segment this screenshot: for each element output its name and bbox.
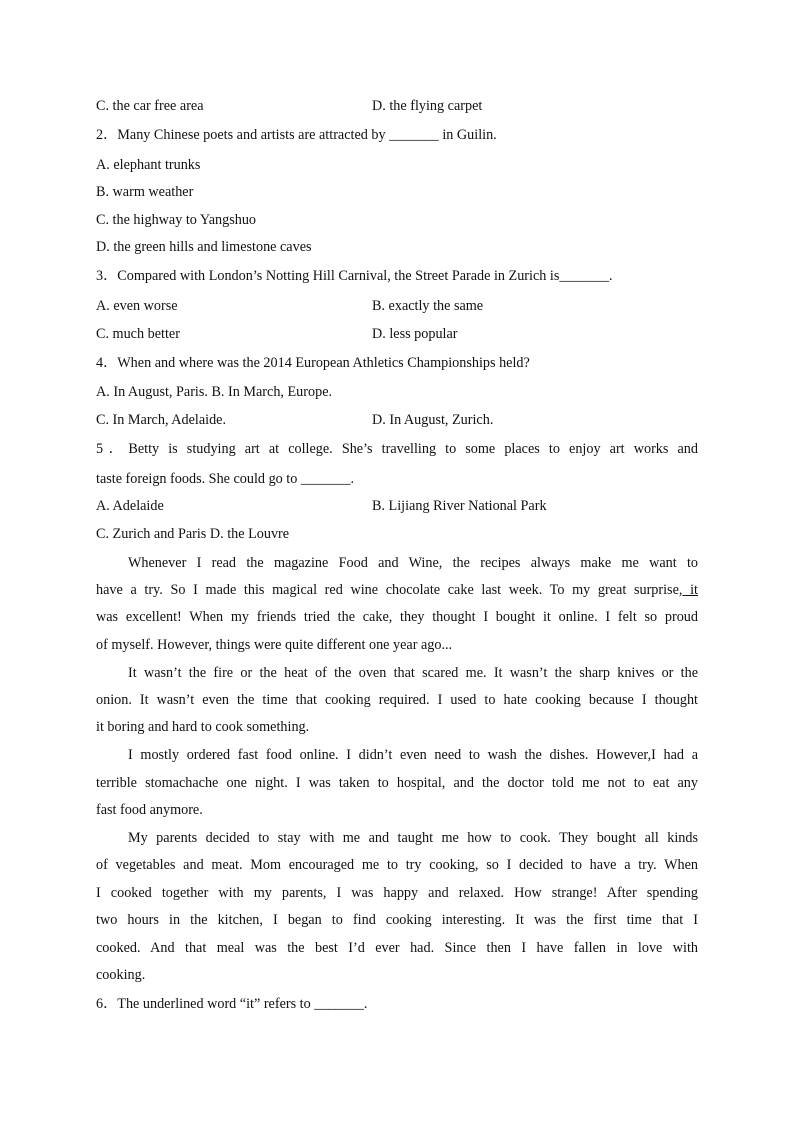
passage-p1-line-4: of myself. However, things were quite different one year ago... [96, 637, 453, 653]
underlined-word-it: it [682, 582, 698, 598]
passage-p3-line-1: I mostly ordered fast food online. I didn’t even need to wash the dishes. However,I had a [128, 747, 698, 763]
passage-p2-line-1: It wasn’t the fire or the heat of the oven that scared me. It wasn’t the sharp knives or the [128, 665, 698, 681]
q5-option-b: B. Lijiang River National Park [372, 498, 547, 514]
passage-p4-line-3: I cooked together with my parents, I was happy and relaxed. How strange! After spending [96, 885, 698, 901]
q3-option-c: C. much better [96, 326, 180, 342]
q3-option-d: D. less popular [372, 326, 458, 342]
q5-stem-line-1: 5．Betty is studying art at college. She’s travelling to some places to enjoy art works and [96, 441, 698, 457]
passage-p1-line-1: Whenever I read the magazine Food and Wine, the recipes always make me want to [128, 555, 698, 571]
passage-p1-line-3: was excellent! When my friends tried the cake, they thought I bought it online. I felt so proud [96, 609, 698, 625]
q5-option-a: A. Adelaide [96, 498, 164, 514]
q6-stem: 6．The underlined word “it” refers to _______. [96, 996, 368, 1012]
passage-p4-line-4: two hours in the kitchen, I began to find cooking interesting. It was the first time that I [96, 912, 698, 928]
passage-p4-line-2: of vegetables and meat. Mom encouraged me to try cooking, so I decided to have a try. When [96, 857, 698, 873]
passage-p4-line-6: cooking. [96, 967, 146, 983]
passage-p2-line-2: onion. It wasn’t even the time that cooking required. I used to hate cooking because I thought [96, 692, 698, 708]
q4-stem: 4．When and where was the 2014 European Athletics Championships held? [96, 355, 530, 371]
q2-option-c: C. the highway to Yangshuo [96, 212, 257, 228]
q2-stem: 2．Many Chinese poets and artists are attracted by _______ in Guilin. [96, 127, 497, 143]
q2-option-d: D. the green hills and limestone caves [96, 239, 312, 255]
q5-stem-line-2: taste foreign foods. She could go to _______. [96, 471, 355, 487]
passage-p2-line-3: it boring and hard to cook something. [96, 719, 310, 735]
q4-option-ab: A. In August, Paris. B. In March, Europe. [96, 384, 333, 400]
passage-p3-line-3: fast food anymore. [96, 802, 203, 818]
passage-p4-line-1: My parents decided to stay with me and taught me how to cook. They bought all kinds [128, 830, 698, 846]
passage-p1-line-2: have a try. So I made this magical red wine chocolate cake last week. To my great surprise, it [96, 582, 698, 598]
q3-option-a: A. even worse [96, 298, 178, 314]
passage-p4-line-5: cooked. And that meal was the best I’d ever had. Since then I have fallen in love with [96, 940, 698, 956]
q3-option-b: B. exactly the same [372, 298, 484, 314]
q1-option-d: D. the flying carpet [372, 98, 483, 114]
q3-stem: 3．Compared with London’s Notting Hill Carnival, the Street Parade in Zurich is_______. [96, 268, 613, 284]
q2-option-b: B. warm weather [96, 184, 194, 200]
q4-option-c: C. In March, Adelaide. [96, 412, 227, 428]
q1-option-c: C. the car free area [96, 98, 204, 114]
passage-p3-line-2: terrible stomachache one night. I was taken to hospital, and the doctor told me not to eat any [96, 775, 698, 791]
q4-option-d: D. In August, Zurich. [372, 412, 494, 428]
q5-option-cd: C. Zurich and Paris D. the Louvre [96, 526, 290, 542]
q2-option-a: A. elephant trunks [96, 157, 201, 173]
